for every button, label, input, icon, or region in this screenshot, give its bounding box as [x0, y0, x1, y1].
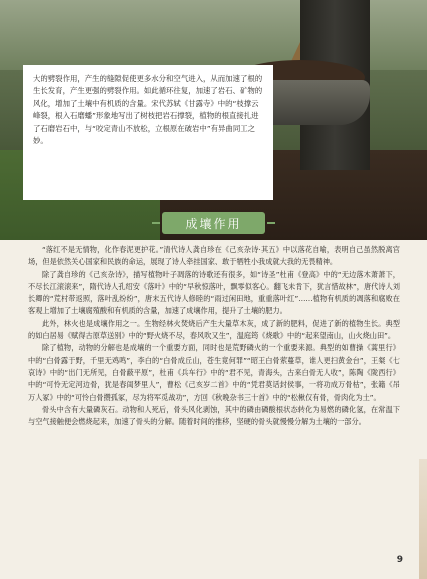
body-text: [28, 244, 400, 428]
paragraph: 除了植物，动物的分解也是成壤的一个重要方面，同时也是荒野磷火的一个重要来源。典型的如曹操《蒿里行》中的“白骨露于野，千里无鸡鸣”，李白的“白骨成丘山，苍生竟何罪”“昭王白骨萦蔓草，谁人更扫黄金台”，王粲《七哀诗》中的“出门无所见，白骨蔽平原”，杜甫《兵车行》中的“君不见，青海头，古来白骨无人收”，陈陶《陇西行》中的“可怜无定河边骨，犹是春闺梦里人”，曹松《己亥岁二首》中的“凭君莫话封侯事，一将功成万骨枯”，张籍《吊万人冢》中的“可怜白骨攒孤冢，尽为将军觅战功”，方回《秋晚杂书三十首》中的“松楸仅有骨，骨肉化为土”。: [28, 343, 400, 402]
paragraph: “落红不是无情物，化作春泥更护花。”清代诗人龚自珍在《己亥杂诗·其五》中以落花自喻，表明自己虽然脱离官场，但是依然关心国家和民族的命运，展现了诗人牵挂国家、敢于牺牲小我成就大我的无畏精神。: [28, 245, 400, 267]
page-number: 9: [396, 555, 403, 565]
intro-paragraph: 大的劈裂作用，产生的缝隙促使更多水分和空气进入，从而加速了根的生长发育，产生更强的劈裂作用。如此循环往复，加速了岩石、矿物的风化，增加了土壤中有机质的含量。宋代苏轼《甘露寺》中的“枝撑云峰裂，根入石磨蟠”形象地写出了树枝把岩石撑裂，植物的根直接扎进了石磨岩石中，与“咬定青山不放松，立根原在破岩中”有异曲同工之妙。: [33, 74, 263, 146]
paragraph: 骨头中含有大量磷灰石。动物和人死后，骨头风化剥蚀，其中的磷由磷酸根状态转化为易燃的磷化氢，在常温下与空气接触便会燃烧起来，加速了骨头的分解。随着时间的推移，坚硬的骨头就慢慢分解为土壤的一部分。: [28, 404, 400, 427]
page-edge-tab: [419, 459, 427, 579]
intro-textbox: [23, 65, 273, 200]
paragraph: 除了龚自珍的《己亥杂诗》，描写植物叶子凋落的诗歌还有很多，如“诗圣”杜甫《登高》中的“无边落木萧萧下，不尽长江滚滚来”，隋代诗人孔绍安《落叶》中的“早秋惊落叶，飘零似客心。翻飞未肯下，犹言惜故林”，唐代诗人刘长卿的“荒村带返照，落叶乱纷纷”，唐末五代诗人修睦的“雨过闲田地，重重落叶红”……植物有机质的凋落和腐败在客观上增加了土壤腐殖酸和有机质的含量，加速了成壤作用，提升了土壤的肥力。: [28, 269, 400, 316]
section-title: 成壤作用: [185, 216, 242, 231]
paragraph: 此外，林火也是成壤作用之一。生物经林火焚烧后产生大量草木灰，成了新的肥料，促进了新的植物生长。典型的如白居易《赋得古原草送别》中的“野火烧不尽，春风吹又生”，温庭筠《烧歌》中的“起来望南山，山火烧山田”。: [28, 318, 400, 341]
section-heading: [162, 212, 265, 234]
